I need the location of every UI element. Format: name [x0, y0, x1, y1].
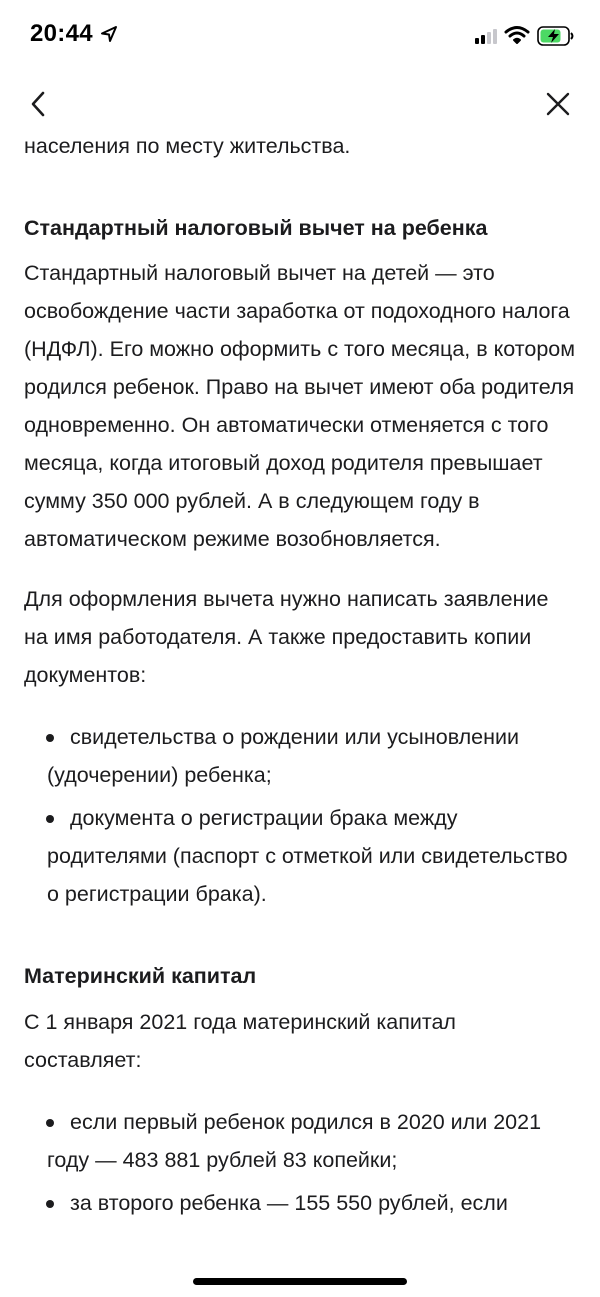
status-bar: [0, 0, 600, 72]
list-item-text: свидетельства о рождении или усыновлении (удочерении) ребенка;: [47, 725, 520, 787]
article-paragraph: населения по месту жительства.: [24, 134, 351, 158]
list-item: [24, 718, 576, 794]
list-item-text: документа о регистрации брака между родителями (паспорт с отметкой или свидетельство о регистрации брака).: [47, 806, 568, 906]
bullet-icon: [46, 734, 54, 742]
list-item: [24, 1103, 576, 1179]
list-item-text: за второго ребенка — 155 550 рублей, если: [70, 1191, 508, 1215]
list-item: [24, 799, 576, 913]
home-indicator[interactable]: [193, 1278, 407, 1285]
document-list: [24, 718, 576, 913]
chevron-left-icon: [28, 90, 48, 118]
list-item-text: если первый ребенок родился в 2020 или 2021 году — 483 881 рублей 83 копейки;: [47, 1110, 542, 1172]
article-paragraph: Стандартный налоговый вычет на детей — это освобождение части заработка от подоходного налога (НДФЛ). Его можно оформить с того месяца, в котором родился ребенок. Право на вычет имеют оба родителя одновременно. Он автоматически отменяется с того месяца, когда итоговый доход родителя превышает сумму 350 000 рублей. А в следующем году в автоматическом режиме возобновляется.: [24, 261, 576, 551]
article-paragraph: С 1 января 2021 года материнский капитал составляет:: [24, 1010, 456, 1072]
wifi-icon: [504, 25, 530, 45]
list-item: [24, 1184, 576, 1222]
back-button[interactable]: [18, 84, 58, 124]
cellular-signal-icon: [475, 28, 499, 44]
bullet-icon: [46, 1200, 54, 1208]
location-arrow-icon: [100, 25, 118, 43]
bullet-icon: [46, 815, 54, 823]
navigation-bar: [0, 78, 600, 128]
article-paragraph: Для оформления вычета нужно написать заявление на имя работодателя. А также предоставить копии документов:: [24, 587, 549, 687]
close-button[interactable]: [538, 84, 578, 124]
section-heading-maternity-capital: Материнский капитал: [24, 964, 257, 988]
close-icon: [545, 91, 571, 117]
capital-amount-list: [24, 1103, 576, 1222]
article-content[interactable]: [24, 127, 576, 1249]
bullet-icon: [46, 1119, 54, 1127]
battery-charging-icon: [537, 26, 575, 46]
status-time: 20:44: [30, 20, 93, 47]
section-heading-tax-deduction: Стандартный налоговый вычет на ребенка: [24, 216, 488, 240]
